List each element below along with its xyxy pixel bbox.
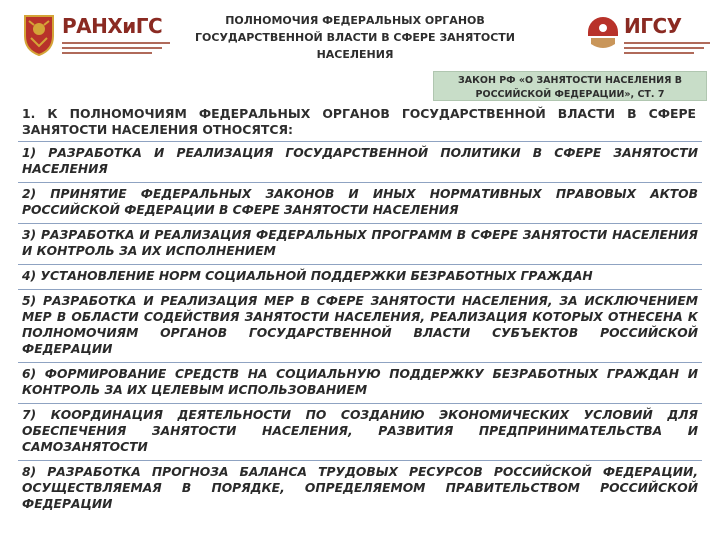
logo-subline (624, 42, 710, 44)
logo-subline (62, 42, 170, 44)
powers-list (18, 141, 702, 517)
igsu-wordmark: ИГСУ (624, 14, 682, 38)
logo-subline (624, 47, 704, 49)
slide-header (0, 0, 720, 66)
list-item: 1) РАЗРАБОТКА И РЕАЛИЗАЦИЯ ГОСУДАРСТВЕННОЙ ПОЛИТИКИ В СФЕРЕ ЗАНЯТОСТИ НАСЕЛЕНИЯ (18, 141, 702, 182)
list-item: 8) РАЗРАБОТКА ПРОГНОЗА БАЛАНСА ТРУДОВЫХ РЕСУРСОВ РОССИЙСКОЙ ФЕДЕРАЦИИ, ОСУЩЕСТВЛЯЕМАЯ В ПОРЯДКЕ, ОПРЕДЕЛЯЕМОМ ПРАВИТЕЛЬСТВОМ РОССИЙСКОЙ ФЕДЕРАЦИИ (18, 460, 702, 517)
igsu-logo (586, 10, 714, 58)
logo-subline (62, 52, 152, 54)
list-item: 2) ПРИНЯТИЕ ФЕДЕРАЛЬНЫХ ЗАКОНОВ И ИНЫХ НОРМАТИВНЫХ ПРАВОВЫХ АКТОВ РОССИЙСКОЙ ФЕДЕРАЦИИ В СФЕРЕ ЗАНЯТОСТИ НАСЕЛЕНИЯ (18, 182, 702, 223)
list-item: 7) КООРДИНАЦИЯ ДЕЯТЕЛЬНОСТИ ПО СОЗДАНИЮ ЭКОНОМИЧЕСКИХ УСЛОВИЙ ДЛЯ ОБЕСПЕЧЕНИЯ ЗАНЯТОСТИ НАСЕЛЕНИЯ, РАЗВИТИЯ ПРЕДПРИНИМАТЕЛЬСТВА И САМОЗАНЯТОСТИ (18, 403, 702, 460)
law-reference-badge: ЗАКОН РФ «О ЗАНЯТОСТИ НАСЕЛЕНИЯ В РОССИЙСКОЙ ФЕДЕРАЦИИ», СТ. 7 (433, 71, 707, 101)
section-lead: 1. К ПОЛНОМОЧИЯМ ФЕДЕРАЛЬНЫХ ОРГАНОВ ГОСУДАРСТВЕННОЙ ВЛАСТИ В СФЕРЕ ЗАНЯТОСТИ НАСЕЛЕНИЯ ОТНОСЯТСЯ: (22, 106, 696, 137)
list-item: 6) ФОРМИРОВАНИЕ СРЕДСТВ НА СОЦИАЛЬНУЮ ПОДДЕРЖКУ БЕЗРАБОТНЫХ ГРАЖДАН И КОНТРОЛЬ ЗА ИХ ЦЕЛЕВЫМ ИСПОЛЬЗОВАНИЕМ (18, 362, 702, 403)
logo-subline (62, 47, 162, 49)
emblem-icon (586, 14, 620, 54)
list-item: 4) УСТАНОВЛЕНИЕ НОРМ СОЦИАЛЬНОЙ ПОДДЕРЖКИ БЕЗРАБОТНЫХ ГРАЖДАН (18, 264, 702, 289)
list-item: 3) РАЗРАБОТКА И РЕАЛИЗАЦИЯ ФЕДЕРАЛЬНЫХ ПРОГРАММ В СФЕРЕ ЗАНЯТОСТИ НАСЕЛЕНИЯ И КОНТРОЛЬ ЗА ИХ ИСПОЛНЕНИЕМ (18, 223, 702, 264)
crest-icon (22, 12, 56, 56)
page-title: ПОЛНОМОЧИЯ ФЕДЕРАЛЬНЫХ ОРГАНОВ ГОСУДАРСТВЕННОЙ ВЛАСТИ В СФЕРЕ ЗАНЯТОСТИ НАСЕЛЕНИЯ (195, 14, 515, 61)
ranepa-wordmark: РАНХиГС (62, 14, 163, 38)
list-item: 5) РАЗРАБОТКА И РЕАЛИЗАЦИЯ МЕР В СФЕРЕ ЗАНЯТОСТИ НАСЕЛЕНИЯ, ЗА ИСКЛЮЧЕНИЕМ МЕР В ОБЛАСТИ СОДЕЙСТВИЯ ЗАНЯТОСТИ НАСЕЛЕНИЯ, РЕАЛИЗАЦИЯ КОТОРЫХ ОТНЕСЕНА К ПОЛНОМОЧИЯМ ОРГАНОВ ГОСУДАРСТВЕННОЙ ВЛАСТИ СУБЪЕКТОВ РОССИЙСКОЙ ФЕДЕРАЦИИ (18, 289, 702, 362)
ranepa-logo (22, 10, 182, 58)
logo-subline (624, 52, 694, 54)
